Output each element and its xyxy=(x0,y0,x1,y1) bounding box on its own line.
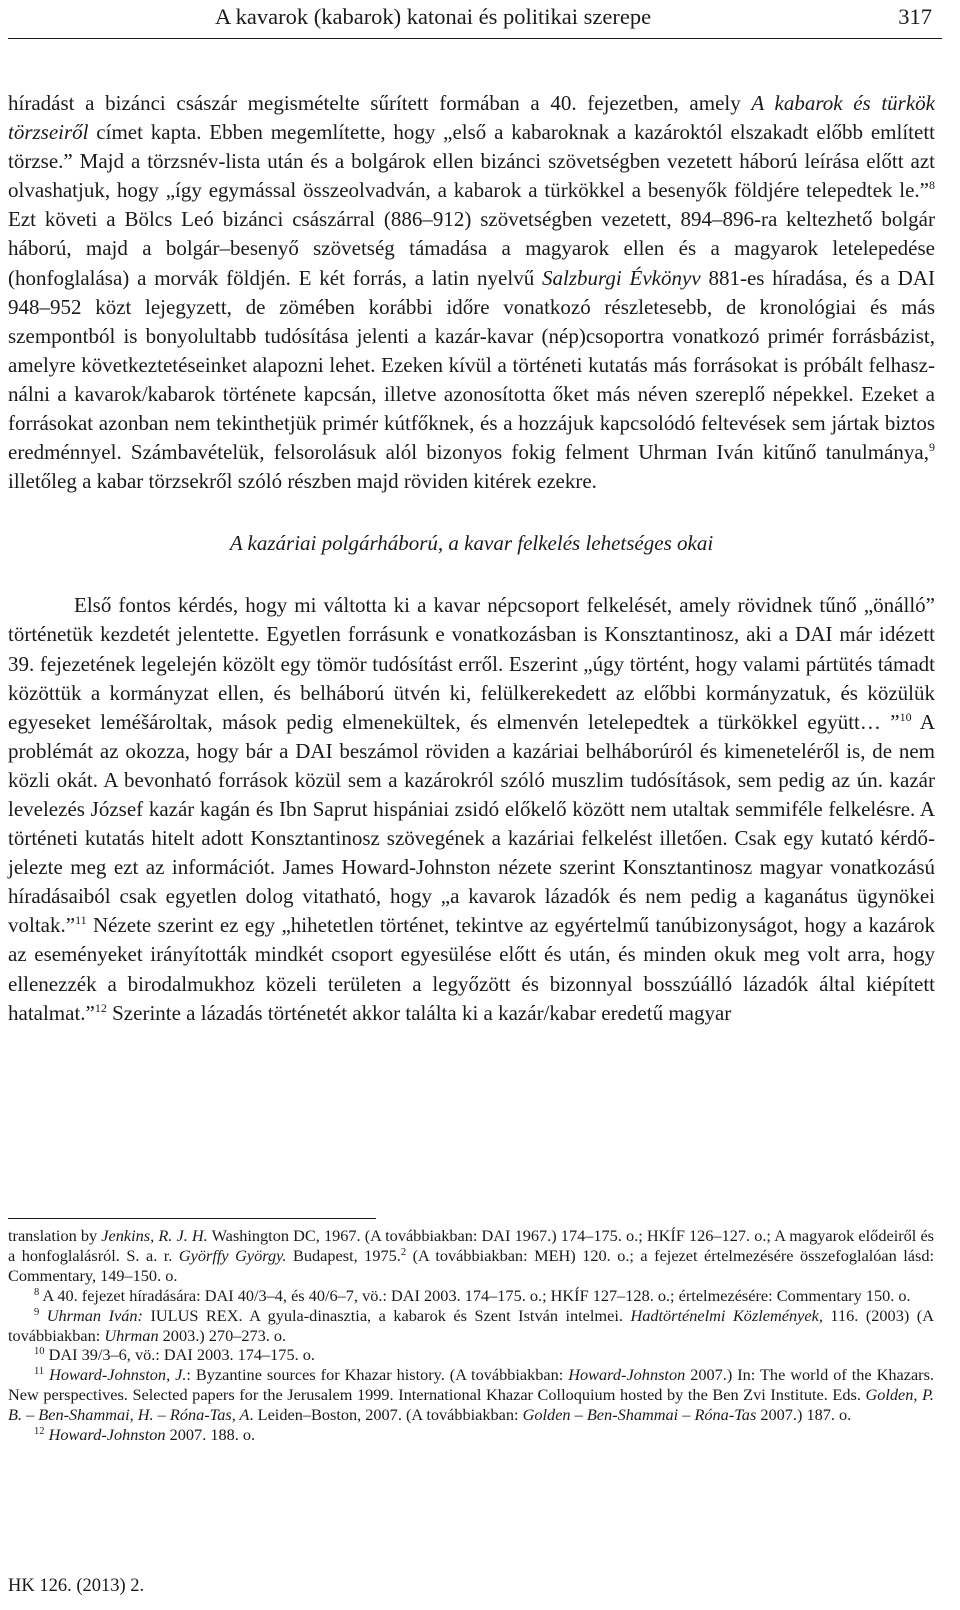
text-run: translation by xyxy=(8,1226,102,1245)
italic-author: Golden – Ben-Shammai – Róna-Tas xyxy=(522,1405,757,1425)
footnote-number: 10 xyxy=(34,1346,45,1358)
italic-author: Uhrman Iván: xyxy=(46,1305,143,1325)
footnote-number: 12 xyxy=(34,1426,45,1438)
text-run: . Leiden–Boston, 2007. (A továbbiakban: xyxy=(249,1405,523,1425)
footnote-7-continuation xyxy=(8,1226,934,1286)
text-run: DAI 39/3–6, vö.: DAI 2003. 174–175. o. xyxy=(44,1345,315,1365)
italic-title: Hadtörténelmi Közlemények, xyxy=(630,1305,823,1325)
text-run: 2007.) 187. o. xyxy=(756,1405,852,1425)
footnote-ref-10[interactable]: 10 xyxy=(899,709,912,724)
text-run: (A továbbiakban: MEH) 120. o.; a fejezet értelmezésére összefoglalóan lásd: Commentary, 149–150. o. xyxy=(8,1245,935,1285)
footnote-ref-9[interactable]: 9 xyxy=(929,440,935,455)
italic-title: A kabarok és türkök törzseiről xyxy=(8,91,935,145)
text-run: híradást a bizánci császár megismételte sűrített formában a 40. fejezetben, amely xyxy=(8,91,752,115)
text-run: IULUS REX. A gyula-dinasztia, a kabarok és Szent István intelmei. xyxy=(142,1305,631,1325)
text-run: : Byzantine sources for Khazar history. (A továbbiakban: xyxy=(186,1365,569,1385)
italic-title: Salzburgi Évkönyv xyxy=(542,265,701,290)
text-run: címet kapta. Ebben megemlítette, hogy „első a kabaroknak a kazároktól elszakadt előbb említett törzse.” Majd a törzsnév-lista után és a bolgárok ellen bizánci szövetségben vezetett háború leírása előtt azt olvashatjuk, hogy „így egymással összeolvadván, a kabarok a türkökkel a besenyők földjére telepedtek le.” xyxy=(8,120,935,203)
footnote-9 xyxy=(8,1306,934,1346)
journal-footer: HK 126. (2013) 2. xyxy=(8,1576,145,1596)
footnote-rule xyxy=(8,1218,376,1219)
paragraph xyxy=(8,591,935,1027)
text-run: Nézete szerint ez egy „hihetetlen történet, tekintve az egyértelmű tanúbizonyságot, hogy a kazárok az eseményeket irányították mindkét csoport egyesülése előtt és után, és minden okuk meg volt arra, hogy ellenezzék a birodalmukhoz közeli területen a legyőzött és bizonnyal bosszúálló lázadók által kiépített hatalmat.” xyxy=(8,913,935,1025)
text-run: Szerinte a lázadás történetét akkor találta ki a kazár/kabar eredetű magyar xyxy=(106,1000,732,1025)
text-run: illetőleg a kabar törzsekről szóló részben majd röviden kitérek ezekre. xyxy=(8,469,597,494)
text-run: A problémát az okozza, hogy bár a DAI beszámol röviden a kazáriai belháborúról és kimeneteléről is, de nem közli okát. A bevonható források közül sem a kazárokról szóló muszlim tudósítások, sem pedig az ún. kazár levelezés József kazár kagán és Ibn Saprut hispániai zsidó előkelő között nem utaltak semmiféle felkelésre. A történeti kutatás hitelt adott Konsztantinosz szövegének a kazáriai felkelést illetően. Csak egy kutató kérdőjelezte meg ezt az információt. James Howard-Johnston nézete szerint Konsztantinosz magyar vonatkozású híradásaiból csak egyetlen dolog vitatható, hogy „a kavarok lázadók és nem pedig a kaganátus ügynökei voltak.” xyxy=(8,709,935,938)
italic-author: Howard-Johnston xyxy=(48,1425,166,1445)
running-head-title: A kavarok (kabarok) katonai és politikai szerepe xyxy=(215,4,652,29)
footnote-10 xyxy=(8,1345,934,1365)
footnote-ref-8[interactable]: 8 xyxy=(929,178,935,193)
text-run: 881-es híradása, és a DAI 948–952 közt lejegyzett, de zömében korábbi időre vonatkozó részletesebb, de kronológiai és más szempontból is bonyolultabb tudósítása jelenti a kazár-kavar (nép)csoportra vonatkozó primér forrásbázist, amelyre következtetéseinket alapozni lehet. Ezeken kívül a történeti kutatás más forrásokat is próbált felhasználni a kavarok/kabarok története kapcsán, illetve azonosította őket más néven szereplő népekkel. Ezeket a forrásokat azonban nem tekinthetjük primér kútfőknek, és a hozzájuk kapcsolódó feltevések sem jártak biztos eredménnyel. Számbavételük, felsorolásuk alól bizonyos fokig felment Uhrman Iván kitűnő tanulmánya, xyxy=(8,265,935,465)
section-heading: A kazáriai polgárháború, a kavar felkelés lehetséges okai xyxy=(229,531,714,556)
text-run: Washington DC, 1967. (A továbbiakban: DAI 1967.) 174–175. o.; HKÍF 126–127. o.; A magyarok elődeiről és a honfoglalásról. S. a. r. xyxy=(8,1226,935,1265)
header-rule xyxy=(8,38,942,39)
italic-author: Howard-Johnston xyxy=(568,1365,686,1385)
text-run: Ezt követi a Bölcs Leó bizánci császárral (886–912) szövetségben vezetett, 894–896-ra keltezhető bolgár háború, majd a bolgár–besenyő szövetség támadása a magyarok ellen és a magyarok letelepedése (honfoglalása) a morvák földjén. E két forrás, a latin nyelvű xyxy=(8,207,935,290)
paragraph-continuation xyxy=(8,89,935,496)
italic-author: Howard-Johnston, J. xyxy=(49,1365,187,1385)
italic-author: Jenkins, R. J. H. xyxy=(101,1226,208,1245)
text-run: Budapest, 1975. xyxy=(286,1245,401,1265)
italic-author: Uhrman xyxy=(104,1325,159,1345)
text-run: Első fontos kérdés, hogy mi váltotta ki a kavar népcsoport felkelését, amely rövidnek tűnő „önálló” történetük kezdetét jelentette. Egyetlen forrásunk e vonatkozásban is Konsztantinosz, aki a DAI már idézett 39. fejezetének legelején közölt egy tömör tudósítást erről. Eszerint „úgy történt, hogy valami pártütés támadt közöttük a kormányzat ellen, és belháború ütvén ki, felülkerekedett az előbbi kormányzatuk, és közülük egyeseket leméšároltak, mások pedig elmenekültek, és elmenvén letelepedtek a türkökkel együtt… ” xyxy=(8,593,935,734)
footnote-8 xyxy=(8,1286,934,1306)
footnotes xyxy=(8,1226,934,1445)
footnote-11 xyxy=(8,1365,934,1425)
footnote-number: 11 xyxy=(34,1366,45,1378)
text-run: 2007. 188. o. xyxy=(165,1425,256,1445)
text-run: 116. (2003) (A továbbiakban: xyxy=(8,1305,934,1345)
text-run: 2007.) In: The world of the Khazars. New perspectives. Selected papers for the Jerusalem 1999. International Khazar Colloquium hosted by the Ben Zvi Institute. Eds. xyxy=(8,1365,934,1405)
footnote-12 xyxy=(8,1425,934,1445)
footnote-ref-12[interactable]: 12 xyxy=(94,1000,107,1015)
running-head xyxy=(10,2,940,32)
text-run: 2003.) 270–273. o. xyxy=(158,1325,287,1345)
edition-superscript: 2 xyxy=(400,1246,407,1258)
footnote-number: 9 xyxy=(34,1306,40,1318)
page-number: 317 xyxy=(898,4,932,29)
text-run: A 40. fejezet híradására: DAI 40/3–4, és 40/6–7, vö.: DAI 2003. 174–175. o.; HKÍF 127–128. o.; értelmezésére: Commentary 150. o. xyxy=(39,1285,911,1305)
italic-author: Györffy György. xyxy=(178,1245,287,1265)
body-text xyxy=(8,89,935,1028)
footnote-ref-11[interactable]: 11 xyxy=(75,913,87,928)
italic-author: Golden, P. B. – Ben-Shammai, H. – Róna-Tas, A xyxy=(8,1385,934,1425)
footnote-number: 8 xyxy=(34,1286,40,1298)
